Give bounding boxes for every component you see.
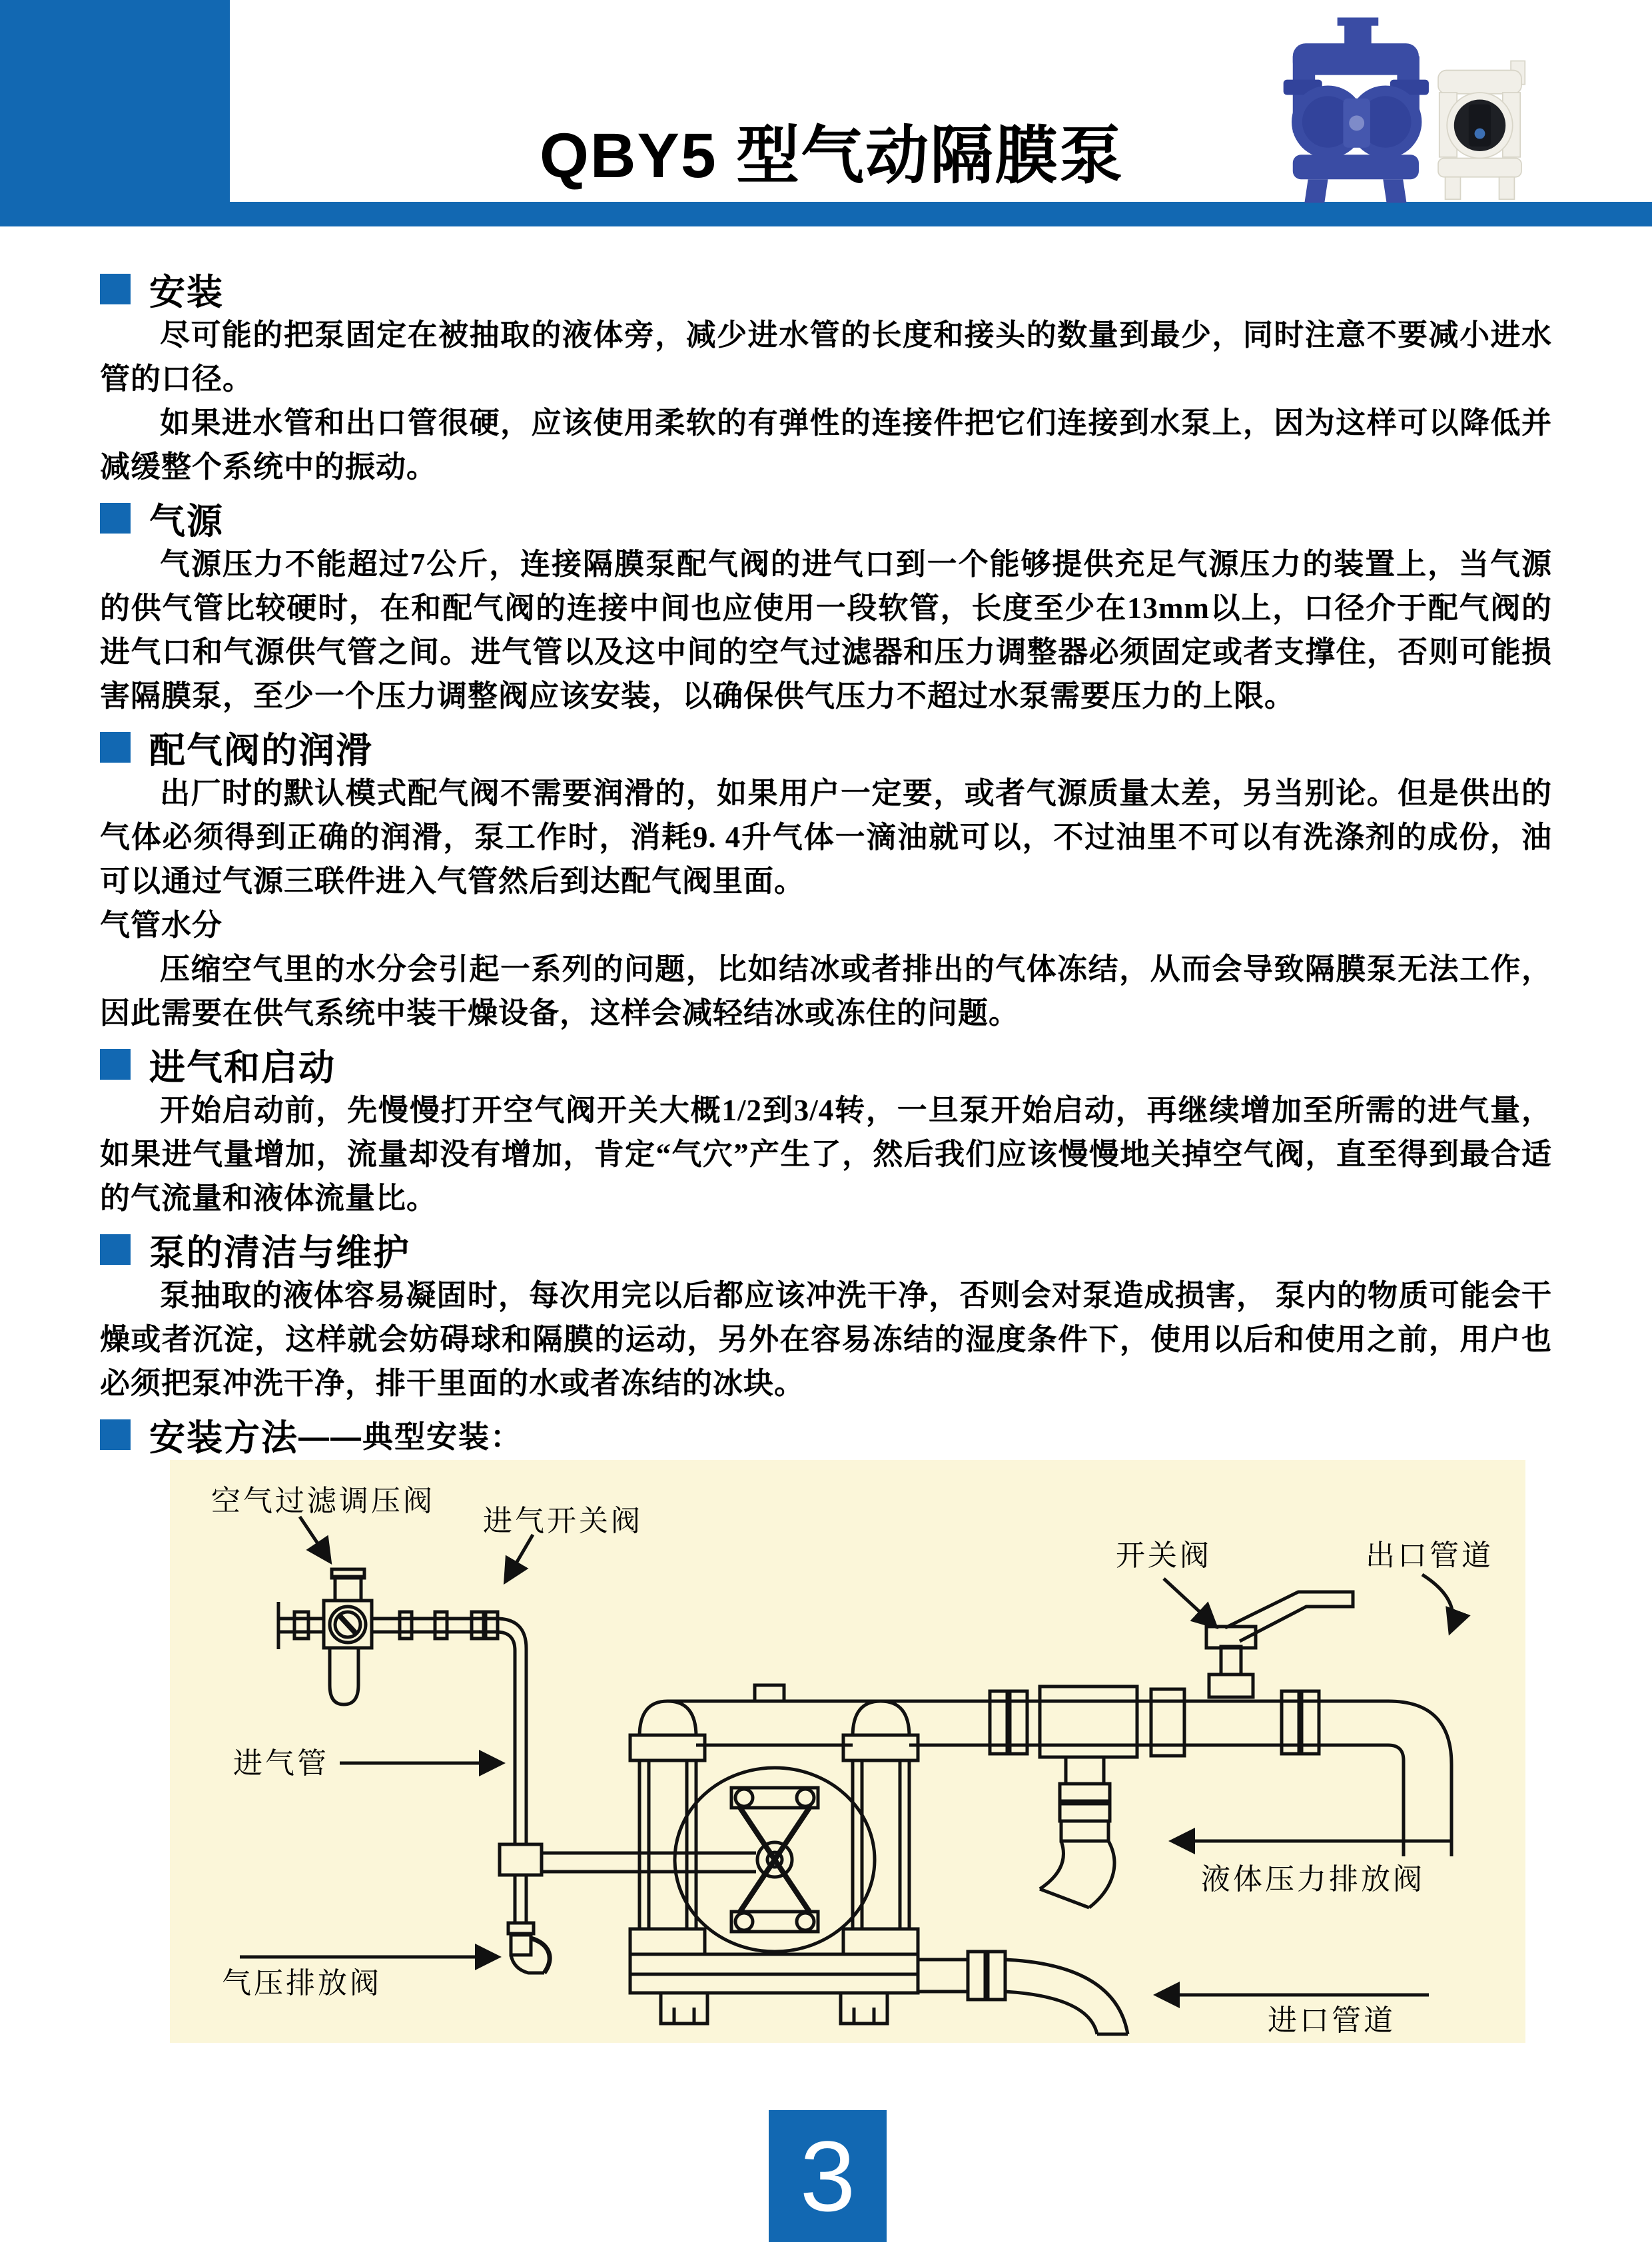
paragraph: 气源压力不能超过7公斤，连接隔膜泵配气阀的进气口到一个能够提供充足气源压力的装置上，当气源的供气管比较硬时，在和配气阀的连接中间也应使用一段软管，长度至少在13mm以上，口径介于配气阀的进气口和气源供气管之间。进气管以及这中间的空气过滤器和压力调整器必须固定或者支撑住，否则可能损害隔膜泵，至少一个压力调整阀应该安装，以确保供气压力不超过水泵需要压力的上限。	[100, 548, 1552, 713]
page-number: 3	[799, 2120, 856, 2232]
paragraph: 出厂时的默认模式配气阀不需要润滑的，如果用户一定要，或者气源质量太差，另当别论。但是供出的气体必须得到正确的润滑，泵工作时，消耗9. 4升气体一滴油就可以，不过油里不可以有洗涤剂的成份，油可以通过气源三联件进入气管然后到达配气阀里面。	[100, 777, 1552, 898]
paragraph: 压缩空气里的水分会引起一系列的问题，比如结冰或者排出的气体冻结，从而会导致隔膜泵无法工作，因此需要在供气系统中装干燥设备，这样会减轻结冰或冻住的问题。	[100, 952, 1552, 1030]
page-number-box	[769, 2110, 887, 2242]
section-heading: 气源	[149, 501, 224, 542]
page-content	[100, 260, 1552, 2043]
sub-heading: 气管水分	[100, 909, 223, 942]
arrow-icon	[506, 1535, 533, 1581]
section-installation	[100, 265, 1552, 489]
diagram-line-art	[278, 1569, 1451, 2034]
paragraph: 尽可能的把泵固定在被抽取的液体旁，减少进水管的长度和接头的数量到最少，同时注意不要减小进水管的口径。	[100, 318, 1552, 396]
label-intake-switch-valve: 进气开关阀	[483, 1505, 643, 1537]
section-bullet-icon	[100, 274, 131, 304]
arrow-icon	[300, 1517, 330, 1561]
label-air-pressure-relief-valve: 气压排放阀	[222, 1967, 382, 2000]
section-air-supply	[100, 494, 1552, 718]
installation-diagram	[170, 1460, 1525, 2043]
label-air-filter-regulator: 空气过滤调压阀	[211, 1485, 435, 1517]
section-intake-startup-header	[100, 1040, 1552, 1088]
label-intake-pipe: 进气管	[233, 1747, 329, 1780]
section-bullet-icon	[100, 1419, 131, 1450]
section-air-supply-header	[100, 494, 1552, 542]
section-installation-header	[100, 265, 1552, 313]
section-heading: 进气和启动	[149, 1047, 336, 1088]
pump-photo	[1262, 10, 1555, 204]
header-rule-bar	[0, 202, 1652, 226]
outlet-manifold-drawing	[990, 1592, 1451, 1908]
label-outlet-pipe: 出口管道	[1366, 1539, 1493, 1572]
section-bullet-icon	[100, 1049, 131, 1080]
inlet-piping-drawing	[918, 1952, 1128, 2034]
arrow-icon	[1164, 1579, 1216, 1627]
section-heading: 泵的清洁与维护	[149, 1232, 410, 1273]
section-heading-suffix: ——典型安装：	[298, 1419, 522, 1454]
paragraph: 泵抽取的液体容易凝固时，每次用完以后都应该冲洗干净，否则会对泵造成损害， 泵内的物质可能会干燥或者沉淀，这样就会妨碍球和隔膜的运动，另外在容易冻结的湿度条件下，使用以后和使用之前，用户也必须把泵冲洗干净，排干里面的水或者冻结的冰块。	[100, 1279, 1552, 1400]
intake-air-line-drawing	[496, 1619, 756, 1973]
arrow-icon	[1422, 1575, 1453, 1632]
section-bullet-icon	[100, 503, 131, 534]
section-heading: 安装	[149, 272, 224, 312]
section-bullet-icon	[100, 1234, 131, 1265]
pump-photo-art	[1262, 10, 1555, 204]
blue-pump-illustration	[1284, 17, 1429, 202]
label-inlet-pipe: 进口管道	[1268, 2004, 1396, 2037]
page-title: QBY5 型气动隔膜泵	[540, 121, 1124, 191]
section-intake-startup	[100, 1040, 1552, 1220]
section-valve-lubrication-header	[100, 723, 1552, 771]
white-pump-illustration	[1438, 61, 1525, 199]
section-bullet-icon	[100, 732, 131, 763]
section-valve-lubrication	[100, 723, 1552, 1035]
label-liquid-pressure-relief-valve: 液体压力排放阀	[1201, 1863, 1425, 1896]
label-switch-valve: 开关阀	[1116, 1539, 1212, 1572]
section-installation-method	[100, 1411, 1552, 2043]
air-filter-regulator-drawing	[278, 1569, 498, 1704]
header-corner-block	[0, 0, 230, 226]
paragraph: 开始启动前，先慢慢打开空气阀开关大概1/2到3/4转，一旦泵开始启动，再继续增加至所需的进气量，如果进气量增加，流量却没有增加，肯定“气穴”产生了，然后我们应该慢慢地关掉空气阀，直至得到最合适的气流量和液体流量比。	[100, 1094, 1552, 1215]
section-heading: 安装方法	[149, 1417, 298, 1458]
section-heading: 配气阀的润滑	[149, 730, 373, 771]
paragraph: 如果进水管和出口管很硬，应该使用柔软的有弹性的连接件把它们连接到水泵上，因为这样可以降低并减缓整个系统中的振动。	[100, 406, 1552, 484]
section-cleaning-maintenance	[100, 1226, 1552, 1405]
section-cleaning-maintenance-header	[100, 1226, 1552, 1274]
installation-diagram-svg	[170, 1460, 1525, 2043]
section-installation-method-header	[100, 1411, 1552, 1459]
